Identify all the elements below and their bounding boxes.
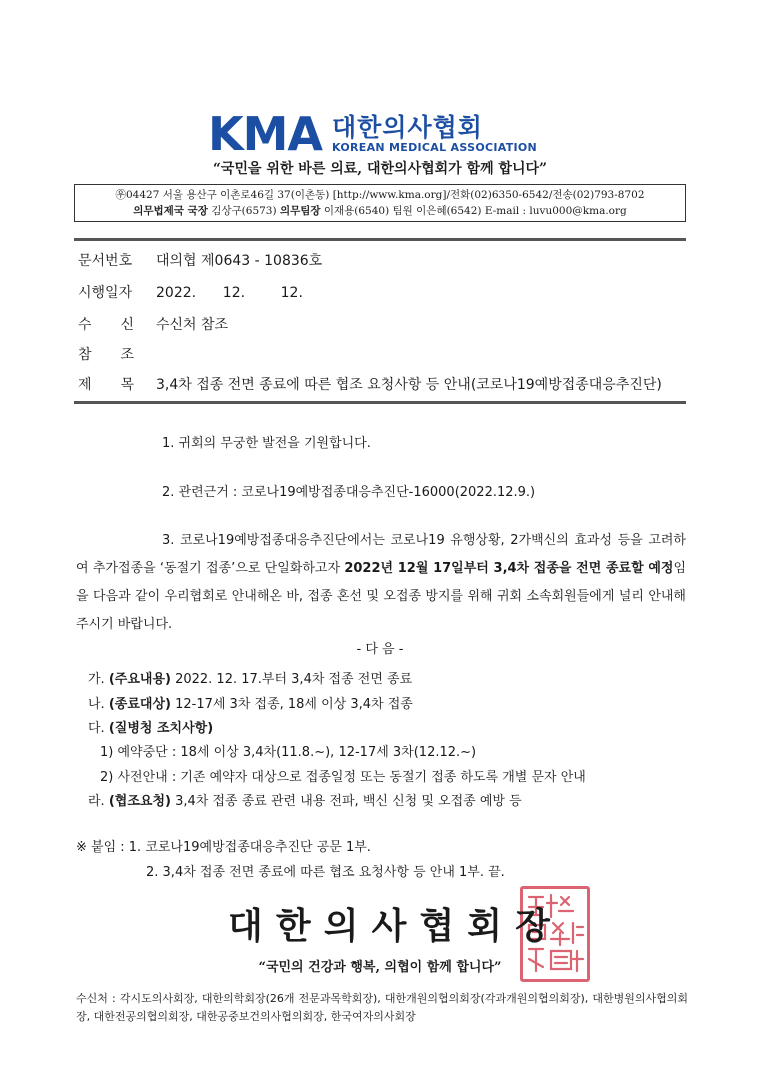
reference-label-char-2: 조: [120, 347, 134, 363]
kma-logo: [208, 107, 538, 161]
meta-doc-number: [78, 252, 322, 270]
signature-title: [228, 898, 550, 949]
recipient-label-char-1: 수: [78, 317, 92, 333]
item-da-title: (질병청 조치사항): [108, 721, 214, 736]
staff-label-director: 의무법제국 국장: [133, 205, 208, 217]
item-da-sub2: 2) 사전안내 : 기존 예약자 대상으로 접종일정 또는 동절기 접종 하도록 개별 문자 안내: [100, 770, 586, 785]
item-na-text: 12-17세 3차 접종, 18세 이상 3,4차 접종: [170, 697, 413, 712]
recipient-value: 수신처 참조: [156, 317, 229, 333]
recipient-label-char-2: 신: [120, 317, 134, 333]
paragraph-3-emphasis: 2022년 12월 17일부터 3,4차 접종을 전면 종료할 예정: [344, 561, 674, 576]
paragraph-3-text-c: 임을 다음과 같이 우리협회로 안내해온 바, 접종 혼선 및 오접종 방지를 위해 귀회 소속회원들에게 널리 안내해 주시기 바랍니다.: [76, 561, 686, 632]
meta-subject: [78, 376, 662, 394]
item-ga: [88, 671, 412, 689]
item-ra: [88, 793, 522, 811]
staff-label-team-lead: 의무팀장: [279, 205, 321, 217]
item-ra-text: 3,4차 접종 종료 관련 내용 전파, 백신 신청 및 오접종 예방 등: [170, 794, 522, 809]
item-da-sub1: 1) 예약중단 : 18세 이상 3,4차(11.8.~), 12-17세 3차(12.12.~): [100, 745, 477, 760]
contact-info-box: [74, 184, 686, 222]
signature-char-4: 사: [371, 905, 407, 947]
signature-char-6: 회: [467, 905, 503, 947]
next-heading: - 다 음 -: [356, 642, 404, 657]
header-divider-top: [74, 238, 686, 241]
contact-address-line: ㉾04427 서울 용산구 이촌로46길 37(이촌동) [http://www.kma.org]/전화(02)6350-6542/전송(02)793-8702: [115, 189, 645, 201]
meta-recipient: [78, 316, 228, 334]
recipient-label: [78, 316, 134, 334]
date-label: 시행일자: [78, 285, 133, 301]
meta-date: [78, 284, 303, 302]
paragraph-1: 1. 귀회의 무궁한 발전을 기원합니다.: [162, 436, 371, 451]
item-ra-prefix: 라.: [88, 794, 109, 809]
date-value: 2022. 12. 12.: [156, 285, 303, 301]
item-da: [88, 720, 213, 738]
paragraph-3-text-a: 3. 코로나19예방접종대응추진단에서는 코로나19 유행상황, 2가백신의 효과성 등을 고려하여 추가접종을 ‘동절기 접종’으로 단일화하고자: [76, 533, 686, 576]
subject-label-char-1: 제: [78, 377, 92, 393]
item-ga-text: 2022. 12. 17.부터 3,4차 접종 전면 종료: [170, 672, 413, 687]
subject-label-char-2: 목: [120, 377, 134, 393]
item-ga-prefix: 가.: [88, 672, 109, 687]
reference-label: [78, 346, 134, 364]
header-divider-bottom: [74, 401, 686, 404]
item-na-prefix: 나.: [88, 697, 109, 712]
attachment-line-2: 2. 3,4차 접종 전면 종료에 따른 협조 요청사항 등 안내 1부. 끝.: [146, 865, 505, 880]
attachment-line-1: ※ 붙임 : 1. 코로나19예방접종대응추진단 공문 1부.: [76, 840, 371, 855]
staff-director-info: 김상구(6573): [207, 205, 280, 217]
item-da-prefix: 다.: [88, 721, 109, 736]
contact-staff-line: [75, 203, 685, 219]
subject-value: 3,4차 접종 전면 종료에 따른 협조 요청사항 등 안내(코로나19예방접종대응추진단): [156, 377, 662, 393]
doc-number-value: 대의협 제0643 - 10836호: [156, 253, 323, 269]
logo-wordmark: [332, 114, 537, 154]
staff-team-info: 이재용(6540) 팀원 이은혜(6542) E-mail : luvu000@kma.org: [320, 205, 627, 217]
item-ra-title: (협조요청): [108, 794, 171, 809]
logo-korean-name: 대한의사협회: [332, 113, 483, 142]
signature-char-5: 협: [419, 905, 455, 947]
header-slogan: “국민을 위한 바른 의료, 대한의사협회가 함께 합니다”: [212, 161, 548, 177]
item-na: [88, 696, 413, 714]
signature-char-7: 장: [515, 905, 550, 947]
subject-label: [78, 376, 134, 394]
meta-reference: [78, 346, 156, 364]
closing-slogan: “국민의 건강과 행복, 의협이 함께 합니다”: [258, 960, 502, 975]
recipient-list: 수신처 : 각시도의사회장, 대한의학회장(26개 전문과목학회장), 대한개원의협의회장(각과개원의협의회장), 대한병원의사협의회장, 대한전공의협의회장, 대한공중보건의사협의회장, 한국여자의사회장: [76, 992, 688, 1023]
signature-char-1: 대: [228, 905, 263, 947]
item-na-title: (종료대상): [108, 697, 171, 712]
signature-char-3: 의: [323, 905, 359, 947]
logo-kma-mark: KMA: [208, 107, 323, 161]
reference-label-char-1: 참: [78, 347, 92, 363]
doc-number-label: 문서번호: [78, 253, 133, 269]
item-ga-title: (주요내용): [108, 672, 171, 687]
paragraph-3: [76, 527, 686, 639]
logo-english-name: KOREAN MEDICAL ASSOCIATION: [332, 141, 538, 154]
paragraph-2: 2. 관련근거 : 코로나19예방접종대응추진단-16000(2022.12.9.): [162, 485, 536, 500]
signature-char-2: 한: [275, 905, 311, 947]
